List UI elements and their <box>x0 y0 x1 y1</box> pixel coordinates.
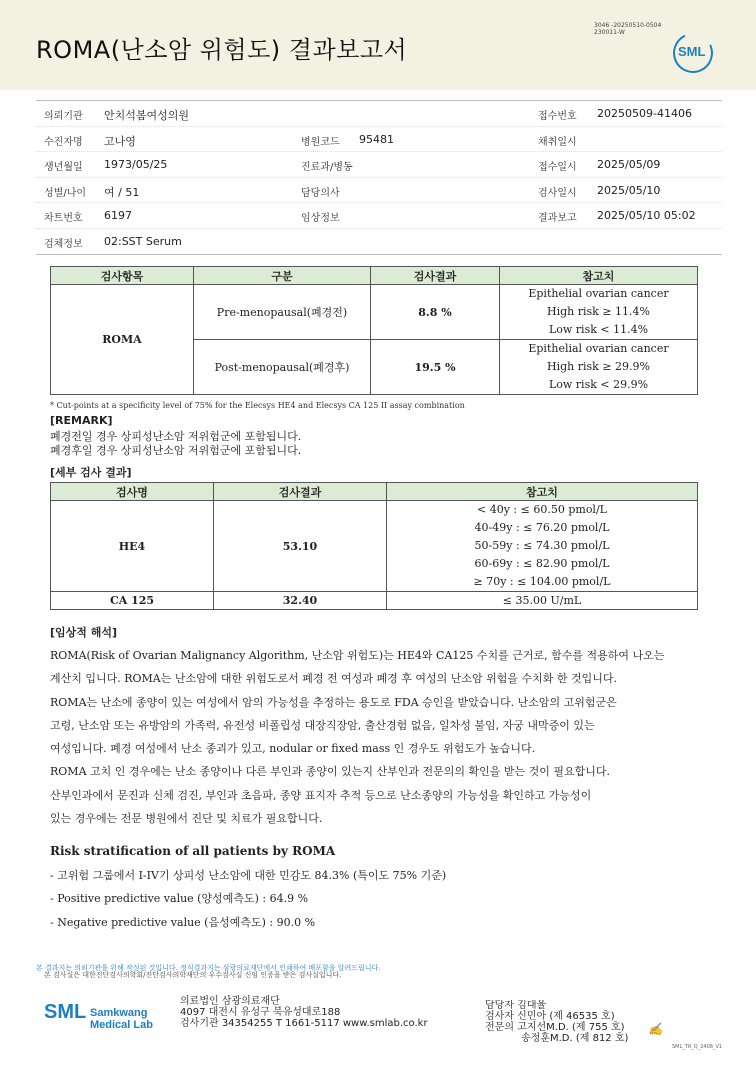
info-row <box>36 178 722 204</box>
interpretation-line: 계산치 입니다. ROMA는 난소암에 대한 위험도로서 폐경 전 여성과 폐경 후 여성의 난소암 위험을 수치화 한 것입니다. <box>50 672 617 686</box>
interpretation-line: ROMA 고치 인 경우에는 난소 종양이나 다른 부인과 종양이 있는지 산부인과 전문의의 확인을 받는 것이 필요합니다. <box>50 765 610 779</box>
official-notice: 본 결과지는 의뢰기관을 위해 작성된 것입니다. 정식결과지는 삼광의료재단에서 인쇄하여 배포함을 알려드립니다. <box>36 964 381 972</box>
info-row <box>36 101 722 127</box>
result-cell: 19.5 % <box>371 340 500 395</box>
report-date-value: 2025/05/10 05:02 <box>597 209 696 223</box>
table-row <box>51 592 698 610</box>
column-header: 검사항목 <box>51 267 194 285</box>
dob-value: 1973/05/25 <box>104 158 168 172</box>
info-row <box>36 203 722 229</box>
reference-line: Epithelial ovarian cancer <box>528 287 669 300</box>
risk-stratification-title: Risk stratification of all patients by ROMA <box>50 844 336 858</box>
remark-text <box>50 430 301 458</box>
report-date-label: 결과보고 <box>538 213 577 225</box>
risk-line: - Negative predictive value (음성예측도) : 90.0 % <box>50 915 316 929</box>
institution-value: 안치석봄여성의원 <box>104 109 190 122</box>
category-cell: Pre-menopausal(폐경전) <box>194 285 371 340</box>
column-header: 검사명 <box>51 483 214 501</box>
result-cell: 8.8 % <box>371 285 500 340</box>
staff-line: 검사자 신민아 (제 46535 호) <box>485 1011 615 1022</box>
report-header <box>0 0 756 90</box>
interpretation-title: [임상적 해석] <box>50 626 118 639</box>
table-header-row <box>51 267 698 285</box>
clinical-info-label: 임상정보 <box>301 213 340 225</box>
interpretation-line: ROMA는 난소에 종양이 있는 여성에서 암의 가능성을 추정하는 용도로 FDA 승인을 받았습니다. 난소암의 고위험군은 <box>50 695 617 709</box>
patient-name-value: 고나영 <box>104 134 136 148</box>
info-row <box>36 229 722 254</box>
footer-org-info <box>180 996 428 1029</box>
reference-line: Epithelial ovarian cancer <box>528 342 669 355</box>
department-label: 진료과/병동 <box>301 162 353 174</box>
accreditation-notice: 본 검사실은 대한진단검사의학회/진단검사의학재단의 우수검사실 신임 인증을 받은 검사실입니다. <box>44 971 342 979</box>
reference-line: Low risk < 29.9% <box>548 378 649 391</box>
reference-cell <box>500 340 698 395</box>
remark-line: 폐경전일 경우 상피성난소암 저위험군에 포함됩니다. <box>50 430 302 443</box>
table-row <box>51 501 698 592</box>
table-row <box>51 285 698 340</box>
hospital-code-value: 95481 <box>359 132 394 146</box>
table-header-row <box>51 483 698 501</box>
report-title: ROMA(난소암 위험도) 결과보고서 <box>36 36 408 64</box>
specimen-value: 02:SST Serum <box>104 234 182 248</box>
category-cell: Post-menopausal(폐경후) <box>194 340 371 395</box>
chart-no-label: 차트번호 <box>44 213 83 225</box>
signature-mark: ✍ <box>648 1022 663 1036</box>
column-header: 구분 <box>194 267 371 285</box>
reference-line: Low risk < 11.4% <box>548 323 649 336</box>
column-header: 참고치 <box>387 483 698 501</box>
interpretation-text <box>50 644 730 830</box>
reference-line: 50-59y : ≤ 74.30 pmol/L <box>474 539 610 552</box>
patient-info-block <box>36 100 722 255</box>
reference-cell <box>387 501 698 592</box>
institution-label: 의뢰기관 <box>44 111 83 122</box>
chart-no-value: 6197 <box>104 209 132 223</box>
footer-lab-name <box>90 1007 153 1031</box>
lab-name-line: Medical Lab <box>90 1019 153 1031</box>
reference-line: High risk ≥ 11.4% <box>547 305 650 318</box>
staff-line: 담당자 김대율 <box>485 1000 547 1011</box>
result-cell: 53.10 <box>214 501 387 592</box>
receipt-no-value: 20250509-41406 <box>597 107 692 120</box>
document-code-line: 230011-W <box>594 29 625 36</box>
specimen-label: 검체정보 <box>44 238 83 250</box>
interpretation-line: 여성입니다. 폐경 여성에서 난소 종괴가 있고, nodular or fixed mass 인 경우도 위험도가 높습니다. <box>50 742 536 756</box>
remark-line: 폐경후일 경우 상피성난소암 저위험군에 포함됩니다. <box>50 444 302 457</box>
collection-date-label: 채취일시 <box>538 136 577 148</box>
test-date-label: 검사일시 <box>538 187 577 199</box>
lab-name-line: Samkwang <box>90 1007 148 1019</box>
risk-line: - Positive predictive value (양성예측도) : 64.9 % <box>50 892 309 906</box>
org-address: 4097 대전시 유성구 북유성대로188 <box>180 1007 341 1018</box>
dob-label: 생년월일 <box>44 162 83 174</box>
result-cell: 32.40 <box>214 592 387 610</box>
risk-line: - 고위험 그룹에서 I-IV기 상피성 난소암에 대한 민감도 84.3% (특이도 75% 기준) <box>50 869 447 882</box>
reference-line: ≥ 70y : ≤ 104.00 pmol/L <box>473 575 611 588</box>
interpretation-line: 산부인과에서 문진과 신체 검진, 부인과 초음파, 종양 표지자 추적 등으로 난소종양의 가능성을 확인하고 가능성이 <box>50 788 592 802</box>
roma-item-cell: ROMA <box>51 285 194 395</box>
staff-line: 송정훈M.D. (제 812 호) <box>521 1033 629 1044</box>
reference-line: 40-49y : ≤ 76.20 pmol/L <box>474 521 610 534</box>
receipt-no-label: 접수번호 <box>538 111 577 122</box>
column-header: 참고치 <box>500 267 698 285</box>
column-header: 검사결과 <box>371 267 500 285</box>
receipt-date-value: 2025/05/09 <box>597 158 661 172</box>
info-row <box>36 127 722 153</box>
interpretation-line: 있는 경우에는 전문 병원에서 진단 및 치료가 필요합니다. <box>50 812 323 826</box>
org-contact: 검사기관 34354255 T 1661-5117 www.smlab.co.kr <box>180 1018 428 1029</box>
logo-text: SML <box>678 44 706 59</box>
roma-result-table <box>50 266 698 395</box>
remark-title: [REMARK] <box>50 414 113 427</box>
test-date-value: 2025/05/10 <box>597 183 661 197</box>
sml-logo <box>673 33 713 71</box>
reference-cell <box>500 285 698 340</box>
form-code: SML_TR_Q_2408_V1 <box>672 1044 723 1050</box>
reference-cell: ≤ 35.00 U/mL <box>387 592 698 610</box>
risk-stratification-list <box>50 864 446 934</box>
physician-label: 담당의사 <box>301 187 340 199</box>
info-row <box>36 152 722 178</box>
sex-age-label: 성별/나이 <box>44 187 87 199</box>
hospital-code-label: 병원코드 <box>301 136 340 148</box>
cut-point-footnote: * Cut-points at a specificity level of 75% for the Elecsys HE4 and Elecsys CA 125 II assay combination <box>50 401 465 410</box>
document-code-line: 3046 -20250510-0504 <box>594 22 662 29</box>
reference-line: < 40y : ≤ 60.50 pmol/L <box>477 503 607 516</box>
reference-line: High risk ≥ 29.9% <box>547 360 650 373</box>
document-code <box>594 22 661 36</box>
staff-line: 전문의 고지선M.D. (제 755 호) <box>485 1022 625 1033</box>
detail-result-table <box>50 482 698 610</box>
interpretation-line: ROMA(Risk of Ovarian Malignancy Algorithm, 난소암 위험도)는 HE4와 CA125 수치를 근거로, 함수를 적용하여 나오는 <box>50 649 665 662</box>
org-name: 의료법인 삼광의료재단 <box>180 996 280 1007</box>
detail-results-title: [세부 검사 결과] <box>50 466 132 479</box>
interpretation-line: 고령, 난소암 또는 유방암의 가족력, 유전성 비폴립성 대장직장암, 출산경험 없음, 일차성 불임, 자궁 내막증이 있는 <box>50 718 595 732</box>
footer-logo-mark: SML <box>44 1001 87 1023</box>
footer-logo <box>44 999 174 1039</box>
patient-name-label: 수진자명 <box>44 136 83 148</box>
column-header: 검사결과 <box>214 483 387 501</box>
test-name-cell: CA 125 <box>51 592 214 610</box>
receipt-date-label: 접수일시 <box>538 162 577 174</box>
test-name-cell: HE4 <box>51 501 214 592</box>
sex-age-value: 여 / 51 <box>104 185 140 199</box>
reference-line: 60-69y : ≤ 82.90 pmol/L <box>474 557 610 570</box>
